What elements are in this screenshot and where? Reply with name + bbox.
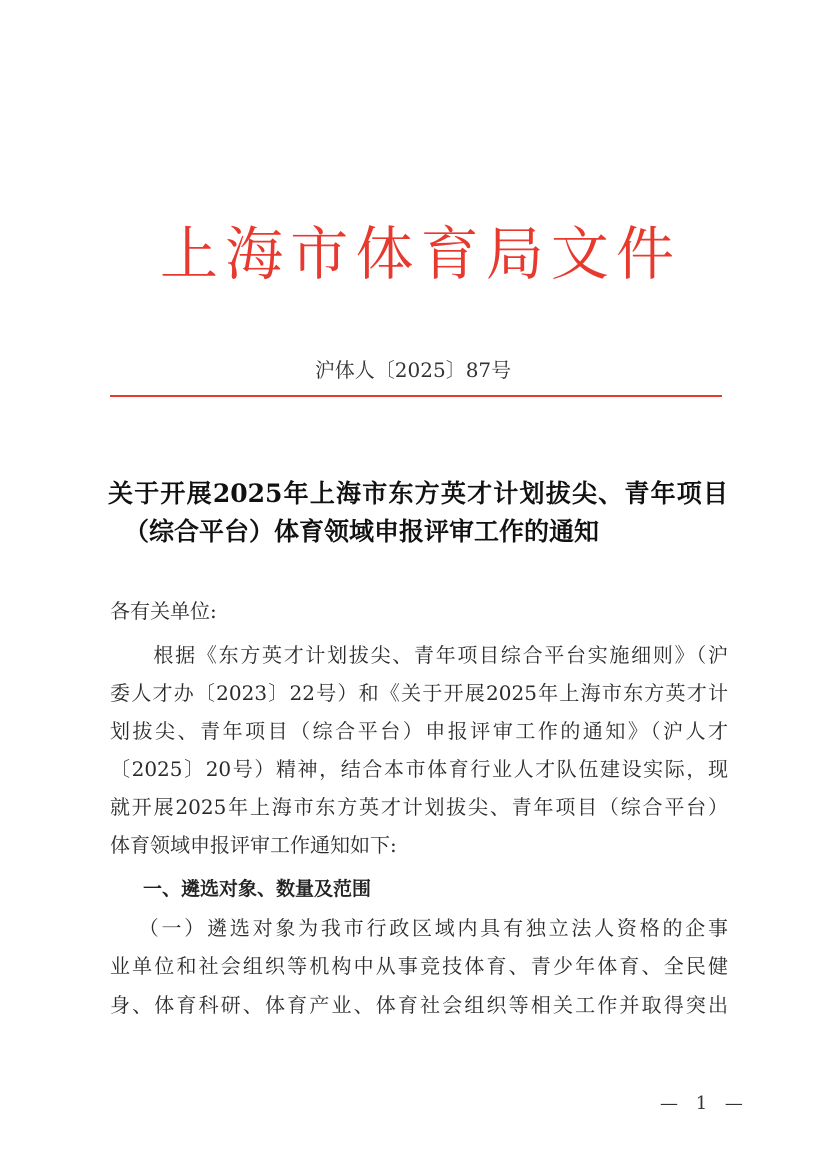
- paragraph-line: 就开展2025年上海市东方英才计划拔尖、青年项目（综合平台）: [110, 795, 728, 819]
- paragraph-line: 身、体育科研、体育产业、体育社会组织等相关工作并取得突出: [110, 993, 728, 1017]
- paragraph-line: 委人才办〔2023〕22号）和《关于开展2025年上海市东方英才计: [110, 681, 728, 705]
- paragraph-line: 业单位和社会组织等机构中从事竞技体育、青少年体育、全民健: [110, 954, 728, 978]
- issuer-title: 上海市体育局文件: [160, 220, 676, 288]
- document-number: 沪体人〔2025〕87号: [314, 358, 512, 382]
- salutation: 各有关单位:: [110, 599, 217, 623]
- document-title-line-2: （综合平台）体育领域申报评审工作的通知: [124, 517, 600, 546]
- paragraph-line: （一）遴选对象为我市行政区域内具有独立法人资格的企事: [126, 916, 728, 940]
- paragraph-line: 〔2025〕20号）精神，结合本市体育行业人才队伍建设实际，现: [110, 757, 728, 781]
- red-divider: [110, 395, 722, 397]
- section-heading: 一、遴选对象、数量及范围: [143, 878, 372, 900]
- document-title-line-1: 关于开展2025年上海市东方英才计划拔尖、青年项目: [108, 479, 728, 508]
- paragraph-line: 划拔尖、青年项目（综合平台）申报评审工作的通知》（沪人才: [110, 719, 728, 743]
- page-number: — 1 —: [660, 1093, 749, 1114]
- paragraph-line: 体育领域申报评审工作通知如下:: [110, 833, 397, 857]
- paragraph-line: 根据《东方英才计划拔尖、青年项目综合平台实施细则》（沪: [110, 643, 728, 667]
